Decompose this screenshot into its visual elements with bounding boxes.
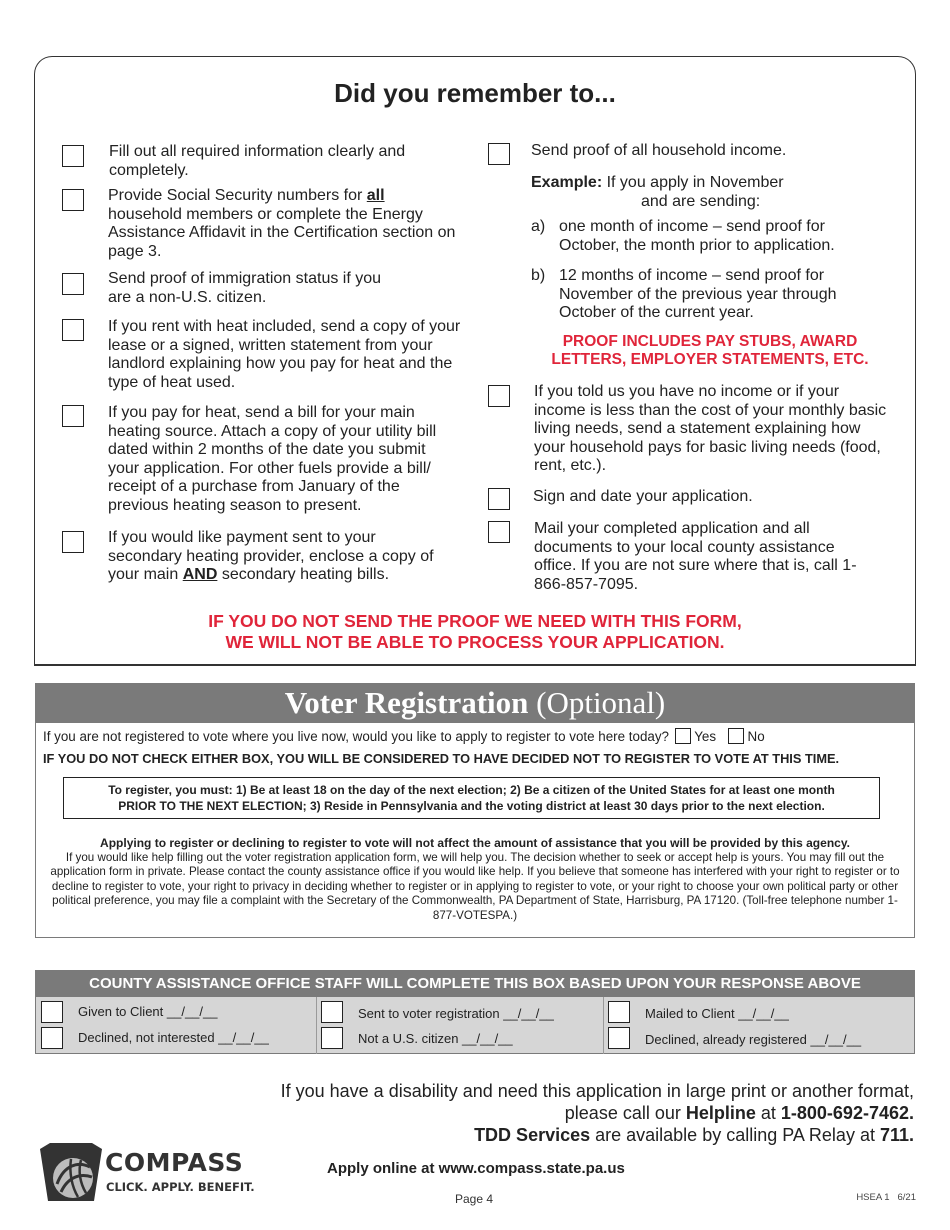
checklist-item-mail-application: Mail your completed application and all documents to your local county assistance office. If you are not sure where that is, call 1-866-857-7095.	[534, 520, 857, 593]
example-b: 12 months of income – send proof for November of the previous year through October of the current year.	[559, 267, 837, 322]
example-a-letter: a)	[531, 218, 546, 235]
staff-declined-not-interested-checkbox[interactable]	[41, 1027, 63, 1049]
checklist-item-rent-heat-included: If you rent with heat included, send a copy of your lease or a signed, written statement from your landlord explaining how you pay for heat and the type of heat used.	[108, 318, 461, 391]
checkbox-immigration[interactable]	[62, 273, 84, 295]
disability-line-2-mid: at	[755, 1103, 781, 1123]
voter-title: Voter Registration	[284, 685, 529, 720]
staff-declined-not-interested-label: Declined, not interested __/__/__	[78, 1030, 269, 1045]
checklist-item-no-income: If you told us you have no income or if your income is less than the cost of your monthly basic living needs, send a statement explaining how your household pays for basic living needs (food, rent, etc.).	[534, 383, 887, 475]
keystone-icon	[40, 1143, 102, 1201]
voter-title-optional: (Optional)	[528, 685, 666, 720]
voter-registration-header	[35, 683, 915, 723]
income-example	[531, 174, 851, 211]
proof-note	[520, 333, 900, 369]
staff-declined-registered-label: Declined, already registered __/__/__	[645, 1032, 862, 1047]
checkbox-sign-date[interactable]	[488, 488, 510, 510]
helpline-label: Helpline	[685, 1103, 756, 1123]
example-text-2: and are sending:	[641, 192, 761, 210]
tdd-label: TDD Services	[474, 1125, 591, 1145]
disability-line-1: If you have a disability and need this application in large print or another format,	[280, 1081, 914, 1101]
helpline-number: 1-800-692-7462.	[780, 1103, 914, 1123]
proof-note-line-2: LETTERS, EMPLOYER STATEMENTS, ETC.	[551, 351, 869, 368]
secondary-text-post: secondary heating bills.	[217, 566, 390, 584]
checklist-item-secondary-provider	[108, 529, 443, 585]
warning-line-1: IF YOU DO NOT SEND THE PROOF WE NEED WITH THIS FORM,	[208, 611, 742, 631]
staff-sent-voter-label: Sent to voter registration __/__/__	[358, 1006, 554, 1021]
voter-no-checkbox[interactable]	[728, 728, 744, 744]
checklist-item-immigration: Send proof of immigration status if you are a non-U.S. citizen.	[108, 270, 382, 306]
tdd-number: 711.	[879, 1125, 914, 1145]
checkbox-fill-out-info[interactable]	[62, 145, 84, 167]
voter-default-notice: IF YOU DO NOT CHECK EITHER BOX, YOU WILL BE CONSIDERED TO HAVE DECIDED NOT TO REGISTER TO VOTE AT THIS TIME.	[43, 751, 840, 766]
checklist-item-household-income: Send proof of all household income.	[531, 142, 787, 159]
disability-notice	[154, 1080, 914, 1146]
form-code: HSEA 1 6/21	[856, 1192, 916, 1203]
logo-tagline: CLICK. APPLY. BENEFIT.	[106, 1180, 255, 1194]
checkbox-ssn[interactable]	[62, 189, 84, 211]
secondary-text-emphasis: AND	[182, 566, 218, 584]
logo-name: COMPASS	[105, 1148, 244, 1177]
voter-yes-label: Yes	[694, 729, 717, 744]
disability-line-2	[154, 1102, 914, 1124]
checkbox-mail-application[interactable]	[488, 521, 510, 543]
checklist-box-border	[34, 664, 916, 666]
requirements-line-2: PRIOR TO THE NEXT ELECTION; 3) Reside in Pennsylvania and the voting district at least 30 days prior to the next election.	[118, 798, 825, 813]
checklist-item-pay-for-heat: If you pay for heat, send a bill for your main heating source. Attach a copy of your utility bill dated within 2 months of the date you submit your application. For other fuels provide a bill/ receipt of a purchase from January of the previous heating season to present.	[108, 404, 437, 514]
checklist-item-sign-date: Sign and date your application.	[533, 488, 753, 505]
staff-divider-1	[316, 997, 317, 1054]
checkbox-household-income[interactable]	[488, 143, 510, 165]
secondary-text-pre: If you would like payment sent to your secondary heating provider, enclose a copy of your main	[108, 529, 434, 584]
staff-sent-voter-checkbox[interactable]	[321, 1001, 343, 1023]
example-label: Example:	[531, 174, 603, 191]
ssn-text-pre: Provide Social Security numbers for	[108, 187, 367, 204]
requirements-line-1: To register, you must: 1) Be at least 18 on the day of the next election; 2) Be a citizen of the United States for at least one month	[108, 783, 835, 797]
ssn-text-post: household members or complete the Energy Assistance Affidavit in the Certification section on page 3.	[108, 205, 456, 260]
checklist-title: Did you remember to...	[334, 78, 616, 108]
checkbox-pay-for-heat[interactable]	[62, 405, 84, 427]
proof-note-line-1: PROOF INCLUDES PAY STUBS, AWARD	[562, 333, 858, 350]
example-a: one month of income – send proof for October, the month prior to application.	[559, 218, 835, 254]
warning-line-2: WE WILL NOT BE ABLE TO PROCESS YOUR APPLICATION.	[225, 631, 725, 652]
page-number: Page 4	[455, 1192, 494, 1206]
checklist-item-fill-out-info: Fill out all required information clearly and completely.	[109, 143, 406, 179]
staff-declined-registered-checkbox[interactable]	[608, 1027, 630, 1049]
checkbox-secondary-provider[interactable]	[62, 531, 84, 553]
compass-logo	[40, 1143, 280, 1203]
voter-no-label: No	[747, 729, 765, 744]
staff-mailed-label: Mailed to Client __/__/__	[645, 1006, 789, 1021]
tdd-text: are available by calling PA Relay at	[590, 1125, 880, 1145]
staff-given-label: Given to Client __/__/__	[78, 1004, 218, 1019]
assistance-notice: Applying to register or declining to register to vote will not affect the amount of assistance that you will be provided by this agency.	[100, 836, 850, 850]
checklist-item-ssn	[108, 187, 458, 261]
apply-online: Apply online at www.compass.state.pa.us	[327, 1160, 625, 1177]
staff-not-citizen-label: Not a U.S. citizen __/__/__	[358, 1031, 513, 1046]
staff-given-checkbox[interactable]	[41, 1001, 63, 1023]
voter-question: If you are not registered to vote where you live now, would you like to apply to register to vote here today?	[43, 729, 669, 744]
voter-requirements-box	[63, 777, 880, 819]
staff-mailed-checkbox[interactable]	[608, 1001, 630, 1023]
checkbox-rent-heat-included[interactable]	[62, 319, 84, 341]
staff-box-header: COUNTY ASSISTANCE OFFICE STAFF WILL COMPLETE THIS BOX BASED UPON YOUR RESPONSE ABOVE	[35, 970, 915, 997]
staff-divider-2	[603, 997, 604, 1054]
voter-question-row	[43, 728, 913, 744]
voter-help-text: If you would like help filling out the voter registration application form, we will help you. The decision whether to seek or accept help is yours. You may fill out the application form in private. Please contact the county assistance office if you would like help. If you believe that someone has interfered with your right to register or to decline to register to vote, your right to privacy in deciding whether to register or in applying to register to vote, or your right to choose your own political party or other political preference, you may file a complaint with the Secretary of the Commonwealth, PA Department of State, Harrisburg, PA 17120. (Toll-free telephone number 1-877-VOTESPA.)	[50, 851, 900, 922]
ssn-text-emphasis: all	[366, 187, 385, 204]
disability-line-2-pre: please call our	[564, 1103, 686, 1123]
staff-not-citizen-checkbox[interactable]	[321, 1027, 343, 1049]
warning	[34, 611, 916, 652]
example-text: If you apply in November	[602, 174, 784, 191]
example-b-letter: b)	[531, 267, 546, 284]
checkbox-no-income[interactable]	[488, 385, 510, 407]
voter-yes-checkbox[interactable]	[675, 728, 691, 744]
